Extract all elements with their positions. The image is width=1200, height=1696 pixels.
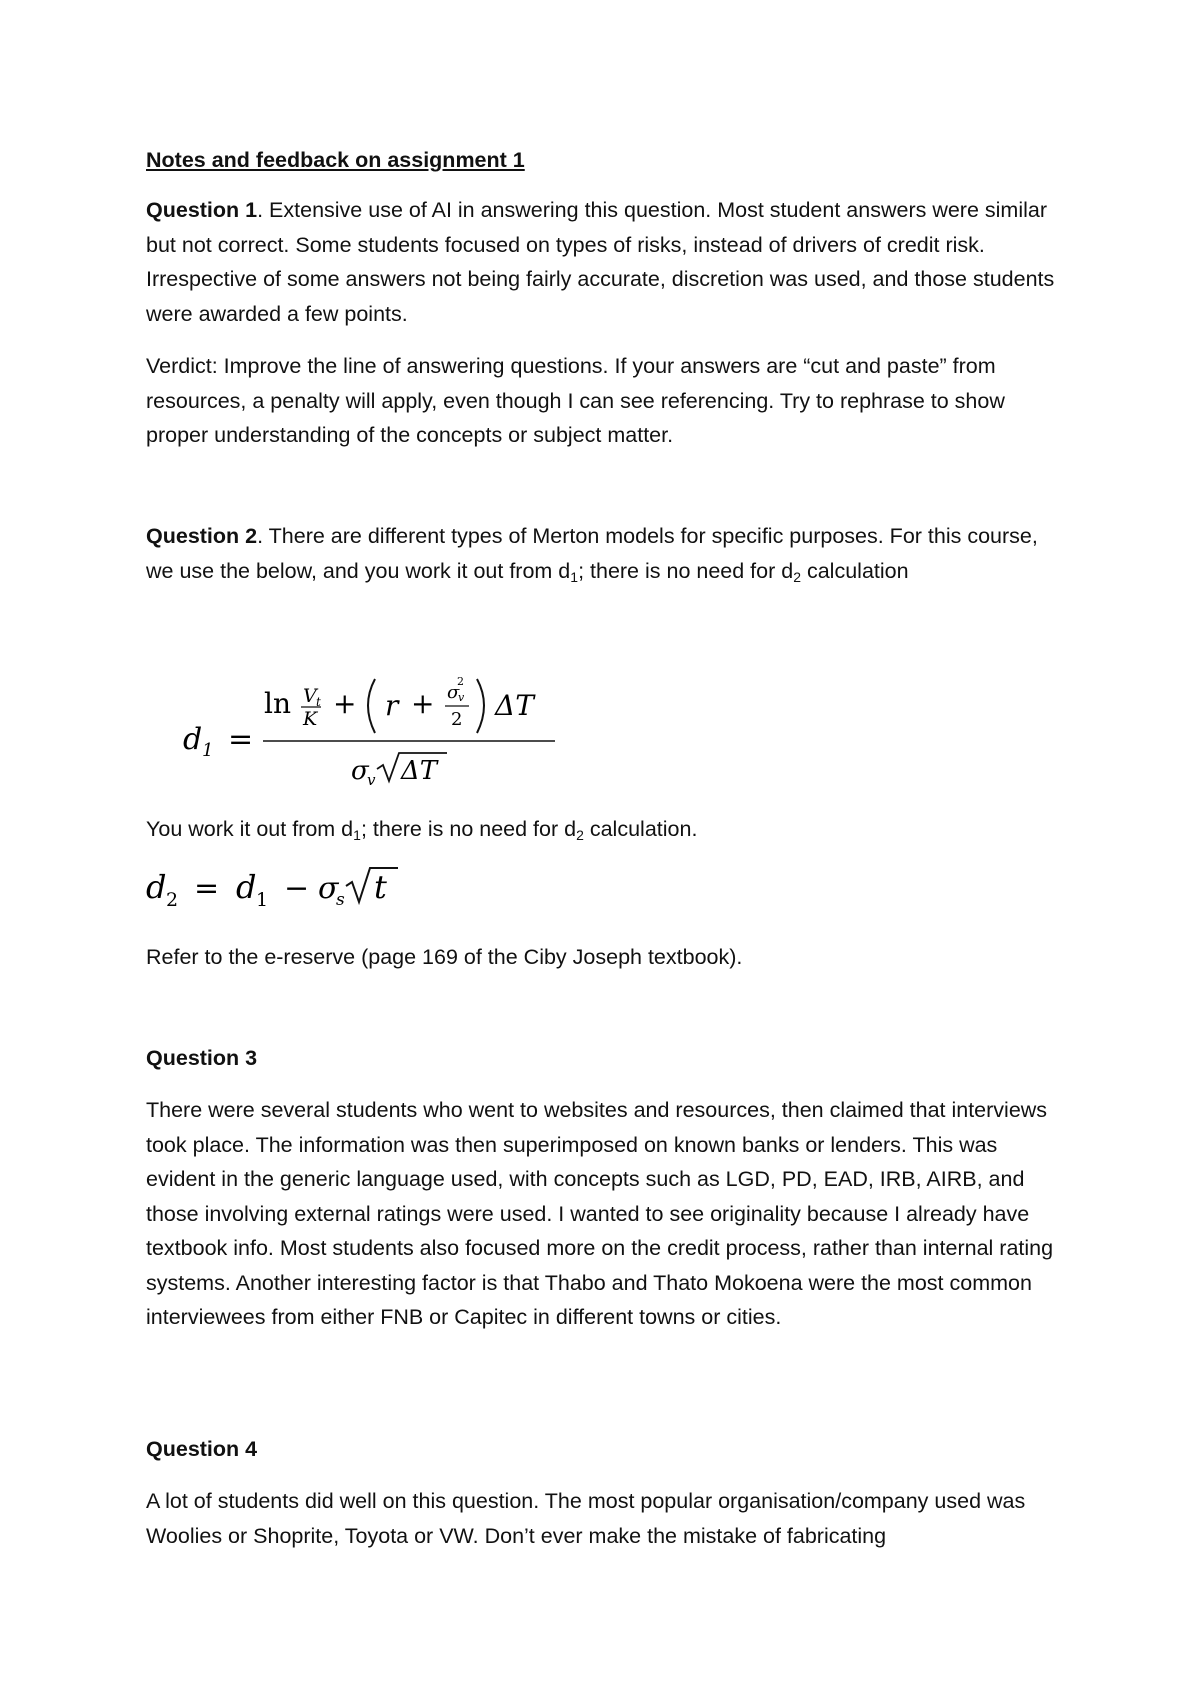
d1-frac-num-sub: t — [316, 695, 321, 709]
merton-d2-formula — [146, 860, 446, 920]
question-2-label: Question 2 — [146, 524, 258, 548]
question-2-text-b: ; there is no need for d — [578, 558, 794, 583]
d1-sigma-sub: v — [458, 691, 465, 704]
question-2-followup — [146, 812, 1066, 847]
d1-two: 2 — [451, 709, 463, 730]
question-2-paragraph — [146, 519, 1066, 588]
question-3-label: Question 3 — [146, 1046, 258, 1070]
d1-sigma: σ — [447, 682, 460, 703]
d1-r: r — [385, 689, 399, 722]
followup-text-a: You work it out from d — [146, 817, 354, 841]
d2-d1-sub: 1 — [256, 889, 269, 911]
d1-frac-num: V — [303, 685, 317, 707]
d1-delta-t: ΔT — [495, 689, 534, 722]
question-3-paragraph: There were several students who went to websites and resources, then claimed that interviews took place. The information was then superimposed on known banks or lenders. This was evident in the generic language used, with concepts such as LGD, PD, EAD, IRB, AIRB, and those involving external ratings were used. I wanted to see originality because I already have textbook info. Most students also focused more on the credit process, rather than internal rating systems. Another interesting factor is that Thabo and Thato Mokoena were the most common interviewees from either FNB or Capitec in different towns or cities. — [146, 1098, 1054, 1329]
d1-frac-den: K — [303, 708, 318, 730]
question-2-text-a: . There are different types of Merton models for specific purposes. For this course, we use the below, and you work it out from d — [146, 524, 1038, 583]
d1-den-sigma: σ — [351, 756, 369, 786]
question-4-label: Question 4 — [146, 1437, 258, 1461]
question-2-text-c: calculation — [801, 558, 909, 583]
d1-plus-2: + — [411, 687, 435, 720]
d2-sigma-sub: s — [336, 890, 345, 910]
d1-den-delta: ΔT — [401, 756, 438, 786]
d2-lhs-sub: 2 — [166, 889, 179, 911]
d2-sigma: σ — [318, 871, 339, 906]
merton-d1-formula — [175, 665, 575, 795]
question-2-sub-1: 1 — [570, 568, 579, 585]
question-2-reference: Refer to the e-reserve (page 169 of the Ciby Joseph textbook). — [146, 945, 743, 969]
d1-equals: = — [228, 722, 254, 757]
d2-d1: d — [236, 868, 257, 906]
d2-sqrt-sign — [346, 868, 398, 902]
question-4-paragraph: A lot of students did well on this question. The most popular organisation/company used was Woolies or Shoprite, Toyota or VW. Don’t ever make the mistake of fabricating — [146, 1489, 1026, 1548]
question-1-label: Question 1 — [146, 198, 258, 222]
d1-right-paren — [477, 679, 484, 733]
question-2-sub-2: 2 — [793, 568, 801, 585]
verdict-text: Verdict: Improve the line of answering questions. If your answers are “cut and paste” from resources, a penalty will apply, even though I can see referencing. Try to rephrase to show proper understanding of the concepts or subject matter. — [146, 354, 1005, 447]
d1-sigma-sup: 2 — [457, 675, 464, 688]
d1-plus-1: + — [333, 687, 357, 720]
d1-left-paren — [368, 679, 375, 733]
d2-t: t — [374, 868, 387, 906]
question-1-text: . Extensive use of AI in answering this question. Most student answers were similar but not correct. Some students focused on types of risks, instead of drivers of credit risk. Irrespective of some answers not being fairly accurate, discretion was used, and those students were awarded a few points. — [146, 198, 1055, 326]
d1-lhs-sub: 1 — [202, 740, 214, 761]
followup-text-c: calculation. — [583, 817, 698, 841]
followup-text-b: ; there is no need for d — [360, 817, 577, 841]
question-1-paragraph — [146, 193, 1066, 331]
d1-den-sub: v — [367, 771, 376, 789]
d2-minus: − — [284, 871, 310, 906]
d2-lhs: d — [146, 868, 167, 906]
page-title: Notes and feedback on assignment 1 — [146, 148, 525, 172]
followup-sub-1: 1 — [353, 827, 361, 843]
d1-lhs: d — [183, 722, 203, 757]
question-1-verdict — [146, 349, 1066, 453]
d2-equals: = — [194, 871, 220, 906]
followup-sub-2: 2 — [576, 827, 584, 843]
d1-ln: ln — [264, 687, 291, 720]
